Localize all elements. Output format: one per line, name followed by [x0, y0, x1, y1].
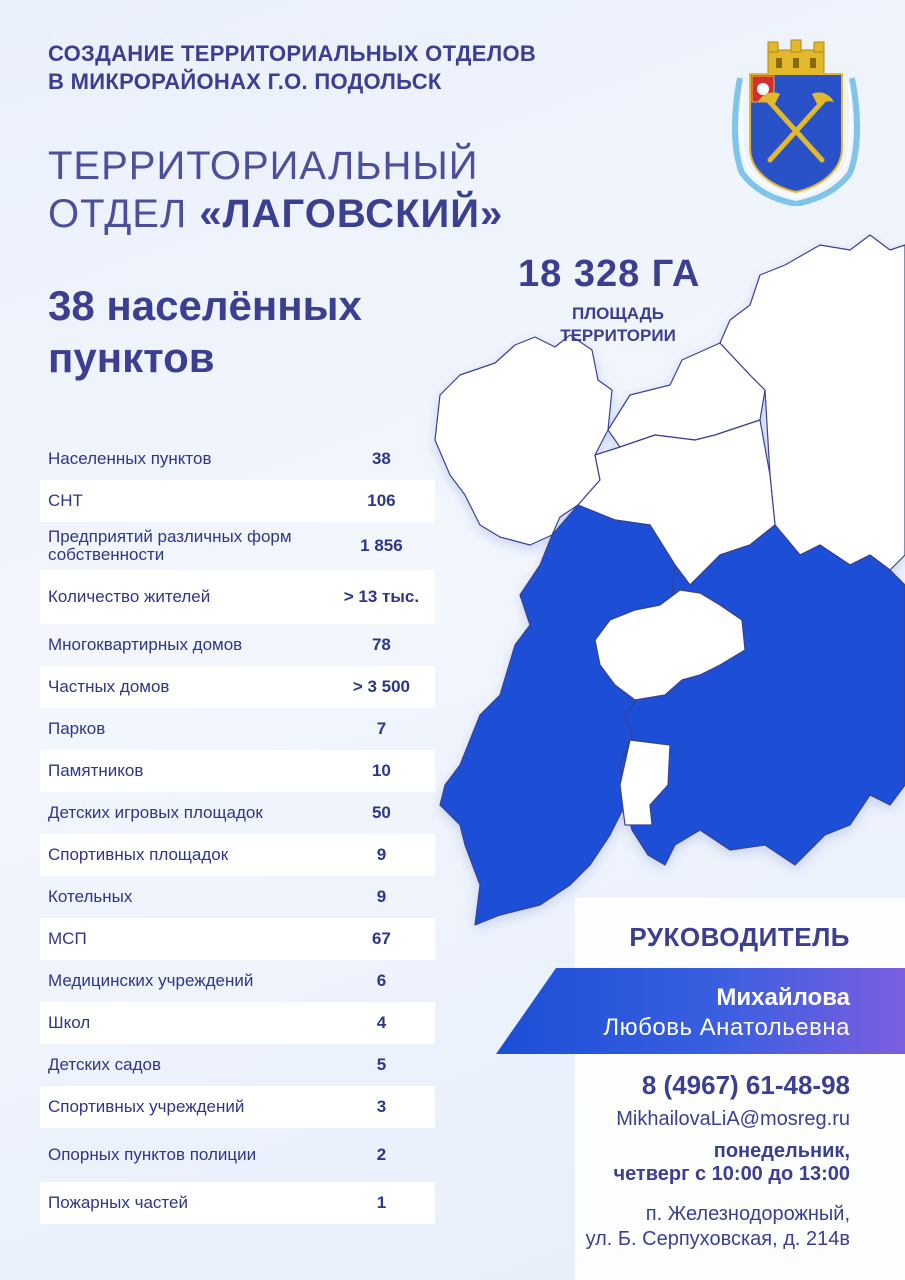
contact-email[interactable]: MikhailovaLiA@mosreg.ru [616, 1108, 850, 1130]
header-title-line2: В МИКРОРАЙОНАХ Г.О. ПОДОЛЬСК [48, 69, 442, 94]
contact-surname: Михайлова [716, 984, 850, 1011]
table-row [40, 1128, 435, 1182]
stat-label: Количество жителей [48, 587, 211, 606]
table-row [40, 666, 435, 708]
table-row [40, 918, 435, 960]
contact-hours-line2: четверг с 10:00 до 13:00 [613, 1163, 850, 1185]
department-title-line1: ТЕРРИТОРИАЛЬНЫЙ [48, 144, 479, 188]
stat-label: Котельных [48, 887, 133, 906]
stat-value: 1 856 [360, 536, 403, 555]
department-name: «ЛАГОВСКИЙ» [199, 192, 504, 236]
stat-value: 9 [376, 845, 387, 864]
stat-value: 106 [367, 491, 396, 510]
settlements-line1: 38 населённых [48, 282, 362, 329]
contact-hours [613, 1140, 850, 1186]
contact-address-line2: ул. Б. Серпуховская, д. 214в [585, 1228, 850, 1250]
contact-address [586, 1202, 850, 1252]
stat-value: 50 [371, 803, 391, 822]
area-label-line2: ТЕРРИТОРИИ [560, 326, 676, 345]
contact-phone[interactable]: 8 (4967) 61-48-98 [641, 1070, 850, 1100]
table-row [40, 834, 435, 876]
stat-label: Населенных пунктов [48, 449, 212, 468]
settlements-line2: пунктов [48, 334, 215, 381]
stat-value: > 3 500 [352, 677, 411, 696]
podolsk-coat-of-arms-icon [732, 38, 860, 206]
table-row [40, 480, 435, 522]
stat-label: Спортивных учреждений [48, 1097, 245, 1116]
table-row [40, 708, 435, 750]
stat-label: Спортивных площадок [48, 845, 229, 864]
stat-label: Школ [48, 1013, 91, 1032]
table-row [40, 522, 435, 570]
table-row [40, 876, 435, 918]
table-row [40, 1044, 435, 1086]
stat-label: Предприятий различных форм собственности [48, 527, 292, 564]
stat-label: Парков [48, 719, 106, 738]
stat-value: 1 [376, 1193, 387, 1212]
stat-value: > 13 тыс. [343, 587, 420, 606]
table-row [40, 624, 435, 666]
table-row [40, 438, 435, 480]
contact-hours-line1: понедельник, [713, 1140, 850, 1162]
stat-label: Многоквартирных домов [48, 635, 243, 654]
table-row [40, 792, 435, 834]
table-row [40, 1002, 435, 1044]
header-title-line1: СОЗДАНИЕ ТЕРРИТОРИАЛЬНЫХ ОТДЕЛОВ [48, 41, 537, 66]
stat-label: СНТ [48, 491, 83, 510]
stat-value: 78 [371, 635, 391, 654]
contact-address-line1: п. Железнодорожный, [645, 1203, 850, 1225]
stat-label: Памятников [48, 761, 144, 780]
stat-label: Детских игровых площадок [48, 803, 263, 822]
area-value: 18 328 ГА [518, 253, 701, 295]
stat-value: 67 [371, 929, 391, 948]
stat-value: 38 [371, 449, 391, 468]
table-row [40, 570, 435, 624]
header-title [48, 40, 536, 96]
stat-value: 9 [376, 887, 387, 906]
area-label [540, 303, 696, 347]
stat-value: 2 [376, 1145, 387, 1164]
area-label-line1: ПЛОЩАДЬ [572, 304, 664, 323]
table-row [40, 1182, 435, 1224]
stat-label: Медицинских учреждений [48, 971, 254, 990]
department-title [48, 142, 503, 238]
table-row [40, 960, 435, 1002]
stat-label: МСП [48, 929, 87, 948]
stat-value: 6 [376, 971, 387, 990]
table-row [40, 750, 435, 792]
settlements-heading [48, 280, 362, 384]
department-title-prefix: ОТДЕЛ [48, 192, 200, 236]
stat-label: Детских садов [48, 1055, 162, 1074]
stats-table [40, 438, 435, 1224]
contact-role: РУКОВОДИТЕЛЬ [629, 922, 850, 952]
stat-label: Пожарных частей [48, 1193, 188, 1212]
table-row [40, 1086, 435, 1128]
stat-label: Частных домов [48, 677, 170, 696]
stat-value: 10 [371, 761, 391, 780]
stat-label: Опорных пунктов полиции [48, 1145, 257, 1164]
stat-value: 5 [376, 1055, 387, 1074]
stat-value: 7 [376, 719, 387, 738]
stat-value: 4 [376, 1013, 387, 1032]
stat-value: 3 [376, 1097, 387, 1116]
contact-given-names: Любовь Анатольевна [603, 1014, 850, 1041]
